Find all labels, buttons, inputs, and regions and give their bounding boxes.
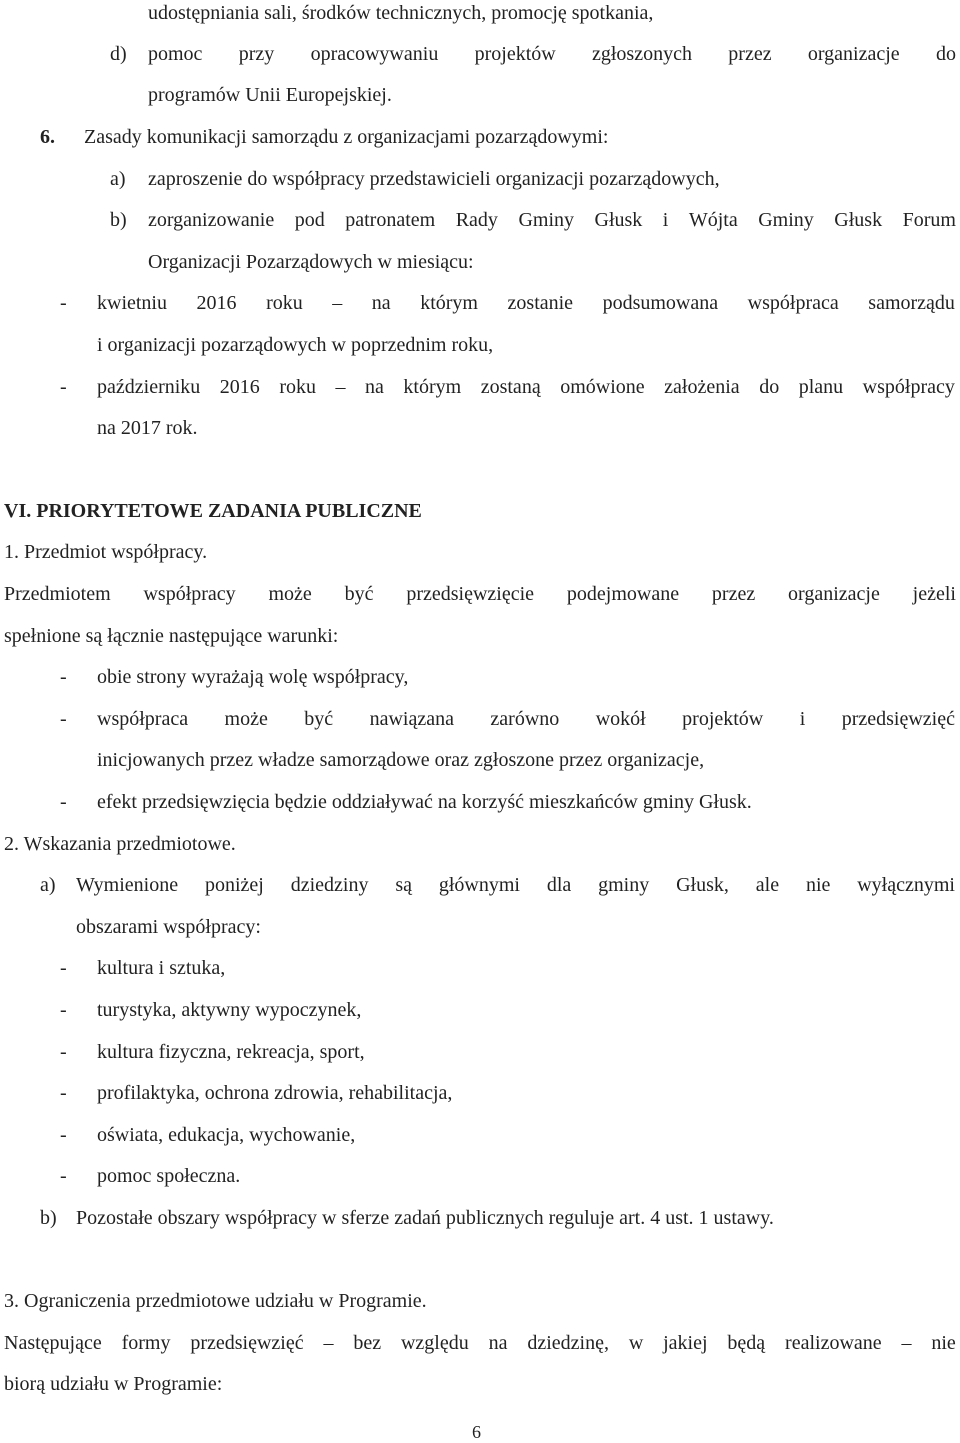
word: projektów [474, 43, 556, 65]
word: dla [546, 874, 572, 896]
item-2b-text: Pozostałe obszary współpracy w sferze zadań publicznych reguluje art. 4 ust. 1 ustawy. [76, 1207, 774, 1229]
word: są [395, 874, 412, 896]
area-item: pomoc społeczna. [97, 1165, 241, 1187]
word: nawiązana [369, 708, 454, 730]
area-item: oświata, edukacja, wychowanie, [97, 1124, 356, 1146]
word: względu [400, 1332, 469, 1354]
word: opracowywaniu [310, 43, 439, 65]
word: patronatem [345, 209, 436, 231]
word: zostaną [480, 376, 541, 398]
chapter-heading: VI. PRIORYTETOWE ZADANIA PUBLICZNE [4, 500, 422, 522]
section-6-number: 6. [40, 126, 55, 148]
word: być [304, 708, 334, 730]
word: być [344, 583, 374, 605]
item-c-continuation: udostępniania sali, środków technicznych, promocję spotkania, [148, 2, 654, 24]
condition-2-line1 [97, 707, 955, 731]
word: współpraca [747, 292, 839, 314]
word: samorządu [868, 292, 955, 314]
word: przez [728, 43, 772, 65]
word: Gminy [518, 209, 574, 231]
dash-marker: - [60, 1124, 67, 1146]
item-d-label: d) [110, 43, 127, 65]
word: Następujące [4, 1332, 102, 1354]
word: – [323, 1332, 334, 1354]
dash-marker: - [60, 957, 67, 979]
word: październiku [97, 376, 201, 398]
word: poniżej [204, 874, 264, 896]
word: Gminy [758, 209, 814, 231]
word: i [662, 209, 669, 231]
word: do [935, 43, 956, 65]
word: Przedmiotem [4, 583, 111, 605]
word: przez [711, 583, 756, 605]
page-number: 6 [472, 1422, 481, 1442]
word: – [335, 376, 346, 398]
word: może [268, 583, 312, 605]
dash-marker: - [60, 666, 67, 688]
item-2a-line1 [76, 873, 955, 897]
word: Głusk [594, 209, 643, 231]
subsection-3-heading: 3. Ograniczenia przedmiotowe udziału w Programie. [4, 1290, 427, 1312]
word: roku [279, 376, 316, 398]
word: może [224, 708, 268, 730]
word: przedsięwzięcie [406, 583, 535, 605]
dash-marker: - [60, 999, 67, 1021]
word: formy [121, 1332, 171, 1354]
section-6-title: Zasady komunikacji samorządu z organizacjami pozarządowymi: [84, 126, 609, 148]
word: organizacje [807, 43, 900, 65]
word: – [332, 292, 343, 314]
word: 2016 [196, 292, 237, 314]
dash-marker: - [60, 376, 67, 398]
dash-marker: - [60, 292, 67, 314]
word: kwietniu [97, 292, 167, 314]
word: przy [238, 43, 275, 65]
word: – [901, 1332, 912, 1354]
word: planu [798, 376, 844, 398]
item-d-line2: programów Unii Europejskiej. [148, 84, 392, 106]
word: współpracy [862, 376, 955, 398]
october-forum-line1 [97, 375, 955, 399]
word: realizowane [785, 1332, 882, 1354]
word: jeżeli [912, 583, 956, 605]
word: 2016 [219, 376, 260, 398]
item-2a-label: a) [40, 874, 56, 896]
word: współpracy [143, 583, 236, 605]
subsection-1-heading: 1. Przedmiot współpracy. [4, 541, 208, 563]
word: ale [755, 874, 780, 896]
area-item: kultura i sztuka, [97, 957, 226, 979]
word: współpraca [97, 708, 189, 730]
word: Wójta [688, 209, 738, 231]
word: zostanie [507, 292, 574, 314]
condition-2-line2: inicjowanych przez władze samorządowe oraz zgłoszone przez organizacje, [97, 749, 705, 771]
word: przedsięwzięć [190, 1332, 304, 1354]
word: jakiej [663, 1332, 708, 1354]
word: organizacje [788, 583, 880, 605]
dash-marker: - [60, 1082, 67, 1104]
word: przedsięwzięć [841, 708, 955, 730]
condition-3: efekt przedsięwzięcia będzie oddziaływać na korzyść mieszkańców gminy Głusk. [97, 791, 752, 813]
word: Forum [902, 209, 956, 231]
subsection-1-para-line2: spełnione są łącznie następujące warunki: [4, 625, 339, 647]
april-forum-line2: i organizacji pozarządowych w poprzednim roku, [97, 334, 494, 356]
word: bez [353, 1332, 382, 1354]
word: wokół [595, 708, 646, 730]
word: wyłącznymi [857, 874, 955, 896]
item-d-line1 [148, 42, 956, 66]
word: do [759, 376, 780, 398]
subsection-2-heading: 2. Wskazania przedmiotowe. [4, 833, 236, 855]
april-forum-line1 [97, 291, 955, 315]
word: w [628, 1332, 644, 1354]
word: podejmowane [566, 583, 680, 605]
word: zgłoszonych [592, 43, 692, 65]
word: głównymi [438, 874, 520, 896]
word: na [365, 376, 384, 398]
word: i [799, 708, 806, 730]
area-item: kultura fizyczna, rekreacja, sport, [97, 1041, 365, 1063]
word: Wymienione [76, 874, 179, 896]
subsection-3-para-line2: biorą udziału w Programie: [4, 1373, 223, 1395]
word: na [488, 1332, 508, 1354]
word: nie [931, 1332, 956, 1354]
dash-marker: - [60, 1165, 67, 1187]
word: którym [403, 376, 462, 398]
dash-marker: - [60, 1041, 67, 1063]
word: Rady [455, 209, 498, 231]
word: omówione [560, 376, 645, 398]
dash-marker: - [60, 708, 67, 730]
dash-marker: - [60, 791, 67, 813]
word: projektów [682, 708, 764, 730]
word: dziedziny [290, 874, 369, 896]
item-2a-line2: obszarami współpracy: [76, 916, 261, 938]
condition-1: obie strony wyrażają wolę współpracy, [97, 666, 409, 688]
word: Głusk [834, 209, 883, 231]
item-b-line2: Organizacji Pozarządowych w miesiącu: [148, 251, 474, 273]
area-item: turystyka, aktywny wypoczynek, [97, 999, 362, 1021]
item-b-label: b) [110, 209, 127, 231]
word: zarówno [490, 708, 560, 730]
item-b-line1 [148, 208, 956, 232]
word: na [371, 292, 391, 314]
word: zorganizowanie [148, 209, 275, 231]
item-a-text: zaproszenie do współpracy przedstawicieli organizacji pozarządowych, [148, 168, 720, 190]
word: założenia [664, 376, 740, 398]
word: będą [727, 1332, 766, 1354]
item-2b-label: b) [40, 1207, 57, 1229]
word: Głusk, [676, 874, 729, 896]
word: którym [420, 292, 478, 314]
word: roku [266, 292, 303, 314]
item-a-label: a) [110, 168, 126, 190]
word: pod [294, 209, 325, 231]
subsection-1-para-line1 [4, 582, 956, 606]
subsection-3-para-line1 [4, 1331, 956, 1355]
area-item: profilaktyka, ochrona zdrowia, rehabilitacja, [97, 1082, 453, 1104]
word: podsumowana [602, 292, 719, 314]
october-forum-line2: na 2017 rok. [97, 417, 198, 439]
word: dziedzinę, [527, 1332, 609, 1354]
word: gminy [598, 874, 650, 896]
word: pomoc [148, 43, 203, 65]
word: nie [805, 874, 831, 896]
